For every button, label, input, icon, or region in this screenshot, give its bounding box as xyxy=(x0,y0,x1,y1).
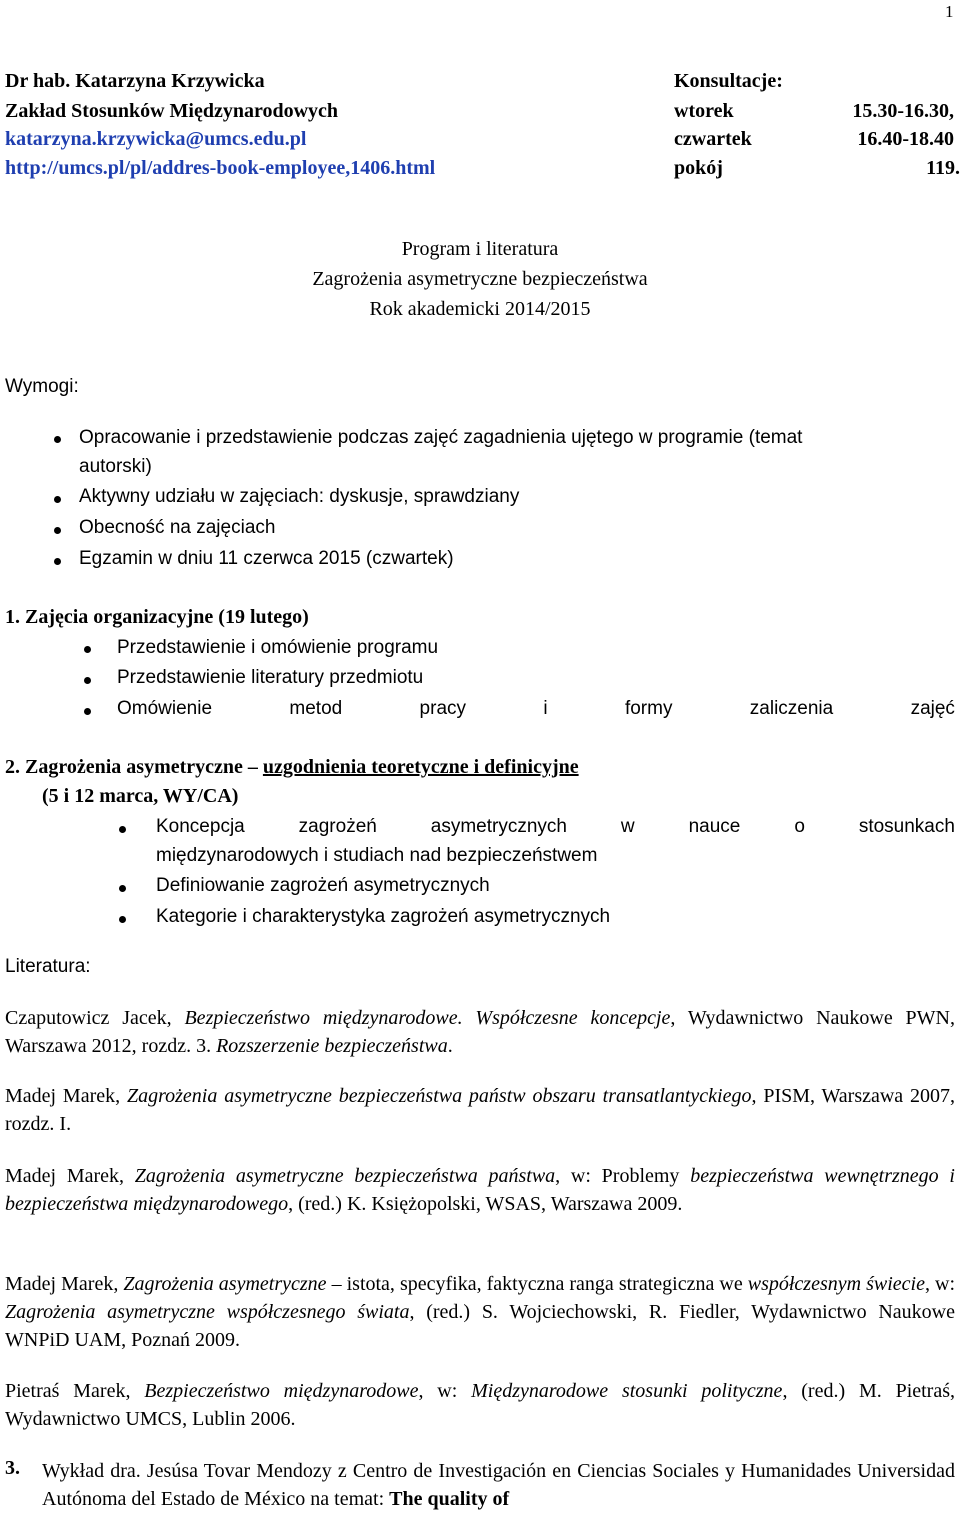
section-2-item-cont: międzynarodowych i studiach nad bezpieczeństwem xyxy=(156,845,598,866)
section-2-title-b: uzgodnienia teoretyczne i definicyjne xyxy=(262,756,579,778)
justified-word: nauce xyxy=(688,816,741,837)
reference-2 xyxy=(5,1082,955,1138)
ref-in: , w: xyxy=(924,1273,956,1295)
ref-subtitle: – istota, specyfika, faktyczna ranga strategiczna we xyxy=(326,1273,748,1295)
ref-author: Madej Marek, xyxy=(5,1085,127,1107)
section-3-body: Wykład dra. Jesúsa Tovar Mendozy z Centro de Investigación en Ciencias Sociales y Humanidades Universidad Autónoma del Estado de México na temat: xyxy=(42,1460,955,1510)
justified-word: o xyxy=(794,816,805,837)
consult-day: czwartek xyxy=(674,128,752,150)
consultations-title: Konsultacje: xyxy=(674,70,783,92)
justified-word: w xyxy=(620,816,635,837)
ref-in: , w: xyxy=(418,1380,472,1402)
ref-end: . xyxy=(447,1035,453,1057)
consult-day: wtorek xyxy=(674,100,734,122)
room-label: pokój xyxy=(674,157,723,179)
ref-book: Zagrożenia asymetryczne współczesnego świata xyxy=(5,1301,410,1323)
ref-chapter: Rozszerzenie bezpieczeństwa xyxy=(216,1035,448,1057)
requirement-item: Obecność na zajęciach xyxy=(79,517,276,538)
author-name: Dr hab. Katarzyna Krzywicka xyxy=(5,70,265,92)
consult-row-room xyxy=(674,157,960,180)
department: Zakład Stosunków Międzynarodowych xyxy=(5,100,339,122)
requirements-label: Wymogi: xyxy=(5,376,79,397)
justified-word: Koncepcja xyxy=(156,816,245,837)
consult-hours: 15.30-16.30, xyxy=(852,100,954,122)
reference-4 xyxy=(5,1270,955,1354)
page-number: 1 xyxy=(945,2,954,21)
justified-word: metod xyxy=(289,698,343,719)
ref-publisher: , (red.) M. Pietraś, Wydawnictwo UMCS, Lublin 2006. xyxy=(5,1380,956,1430)
section-2-item: Kategorie i charakterystyka zagrożeń asymetrycznych xyxy=(156,906,611,927)
justified-word: i xyxy=(543,698,548,719)
justified-word: asymetrycznych xyxy=(430,816,567,837)
section-3-number: 3. xyxy=(5,1457,20,1479)
ref-book: bezpieczeństwa wewnętrznego i bezpieczeństwa międzynarodowego xyxy=(5,1165,955,1215)
bullet-icon xyxy=(54,496,61,503)
ref-publisher: , Wydawnictwo Naukowe PWN, Warszawa 2012, rozdz. 3. xyxy=(5,1007,955,1057)
section-2-item-justified xyxy=(156,816,955,838)
bullet-icon xyxy=(54,527,61,534)
bullet-icon xyxy=(54,558,61,565)
ref-title: Bezpieczeństwo międzynarodowe. Współczesne koncepcje xyxy=(184,1007,671,1029)
section-2-number: 2. xyxy=(5,756,20,778)
ref-title-2: współczesnym świecie xyxy=(747,1273,925,1295)
reference-3 xyxy=(5,1162,955,1218)
section-1-heading: 1. Zajęcia organizacyjne (19 lutego) xyxy=(5,606,309,628)
bullet-icon xyxy=(119,826,126,833)
requirement-item: Egzamin w dniu 11 czerwca 2015 (czwartek) xyxy=(79,548,454,569)
requirement-item: Aktywny udziału w zajęciach: dyskusje, sprawdziany xyxy=(79,486,520,507)
section-2-heading xyxy=(5,756,579,779)
email-link[interactable]: katarzyna.krzywicka@umcs.edu.pl xyxy=(5,128,307,150)
reference-5 xyxy=(5,1377,955,1433)
ref-title: Zagrożenia asymetryczne xyxy=(123,1273,327,1295)
justified-word: formy xyxy=(624,698,673,719)
section-3-text xyxy=(42,1457,955,1513)
justified-word: stosunkach xyxy=(858,816,955,837)
requirement-item: Opracowanie i przedstawienie podczas zajęć zagadnienia ujętego w programie (temat xyxy=(79,427,803,448)
justified-word: Omówienie xyxy=(117,698,213,719)
ref-title: Zagrożenia asymetryczne bezpieczeństwa państwa xyxy=(134,1165,556,1187)
section-2-dash: – xyxy=(247,756,258,778)
section-2-title-a: Zagrożenia asymetryczne xyxy=(25,756,243,778)
ref-publisher: , (red.) K. Księżopolski, WSAS, Warszawa 2009. xyxy=(288,1193,683,1215)
bullet-icon xyxy=(54,436,61,443)
bullet-icon xyxy=(84,708,91,715)
consult-hours: 16.40-18.40 xyxy=(857,128,954,150)
consult-row-thursday xyxy=(674,128,954,151)
bullet-icon xyxy=(84,646,91,653)
title-line-2: Zagrożenia asymetryczne bezpieczeństwa xyxy=(312,268,648,290)
ref-title: Bezpieczeństwo międzynarodowe xyxy=(144,1380,419,1402)
ref-publisher: , (red.) S. Wojciechowski, R. Fiedler, Wydawnictwo Naukowe WNPiD UAM, Poznań 2009. xyxy=(5,1301,955,1351)
ref-book: Międzynarodowe stosunki polityczne xyxy=(471,1380,783,1402)
title-line-3: Rok akademicki 2014/2015 xyxy=(369,298,591,320)
ref-in: , w: Problemy xyxy=(555,1165,691,1187)
ref-author: Madej Marek, xyxy=(5,1273,124,1295)
justified-word: zagrożeń xyxy=(298,816,377,837)
ref-author: Pietraś Marek, xyxy=(5,1380,145,1402)
bullet-icon xyxy=(119,916,126,923)
justified-word: pracy xyxy=(419,698,467,719)
ref-publisher: , PISM, Warszawa 2007, rozdz. I. xyxy=(5,1085,956,1135)
requirement-item-cont: autorski) xyxy=(79,456,152,477)
ref-title: Zagrożenia asymetryczne bezpieczeństwa państw obszaru transatlantyckiego xyxy=(126,1085,752,1107)
bullet-icon xyxy=(119,885,126,892)
profile-url-link[interactable]: http://umcs.pl/pl/addres-book-employee,1406.html xyxy=(5,157,436,179)
consult-row-tuesday xyxy=(674,100,954,123)
literature-label: Literatura: xyxy=(5,956,91,977)
section-2-item: Definiowanie zagrożeń asymetrycznych xyxy=(156,875,490,896)
doc-title xyxy=(0,234,960,324)
justified-word: zajęć xyxy=(910,698,955,719)
reference-1 xyxy=(5,1004,955,1060)
justified-word: zaliczenia xyxy=(749,698,834,719)
bullet-icon xyxy=(84,677,91,684)
room-number: 119. xyxy=(926,157,960,179)
section-1-item-justified xyxy=(117,698,955,720)
section-2-dates: (5 i 12 marca, WY/CA) xyxy=(42,785,239,807)
section-3-bold-end: The quality of xyxy=(389,1488,510,1510)
section-1-item: Przedstawienie literatury przedmiotu xyxy=(117,667,424,688)
ref-author: Czaputowicz Jacek, xyxy=(5,1007,185,1029)
title-line-1: Program i literatura xyxy=(401,238,559,260)
section-1-item: Przedstawienie i omówienie programu xyxy=(117,637,439,658)
ref-author: Madej Marek, xyxy=(5,1165,135,1187)
